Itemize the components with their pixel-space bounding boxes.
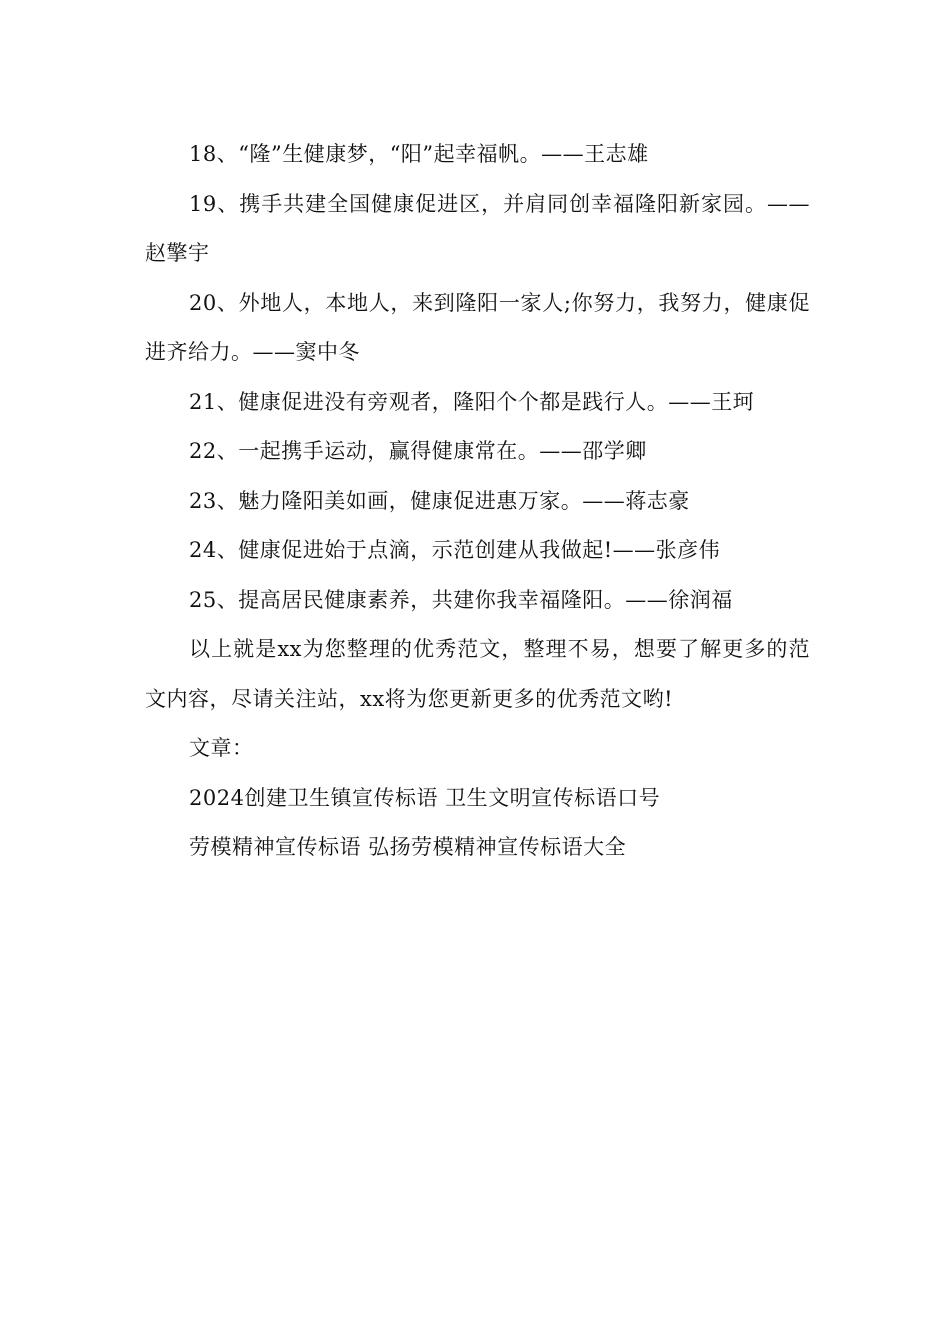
related-articles-heading: 文章：: [189, 736, 254, 760]
slogan-22: 22、一起携手运动，赢得健康常在。——邵学卿: [189, 439, 647, 463]
slogan-20: 20、外地人，本地人，来到隆阳一家人;你努力，我努力，健康促进齐给力。——窦中冬: [145, 290, 810, 364]
slogan-25: 25、提高居民健康素养，共建你我幸福隆阳。——徐润福: [189, 587, 733, 612]
slogan-23: 23、魅力隆阳美如画，健康促进惠万家。——蒋志豪: [189, 488, 690, 513]
slogan-18: 18、“隆”生健康梦，“阳”起幸福帆。——王志雄: [189, 142, 649, 166]
document-body: [145, 130, 810, 873]
related-article-link-2[interactable]: 劳模精神宣传标语 弘扬劳模精神宣传标语大全: [189, 835, 627, 859]
slogan-19: 19、携手共建全国健康促进区，并肩同创幸福隆阳新家园。——赵擎宇: [145, 191, 810, 265]
slogan-24: 24、健康促进始于点滴，示范创建从我做起!——张彦伟: [189, 538, 721, 562]
closing-note: 以上就是xx为您整理的优秀范文，整理不易，想要了解更多的范文内容，尽请关注站，xx将为您更新更多的优秀范文哟!: [145, 637, 810, 711]
slogan-21: 21、健康促进没有旁观者，隆阳个个都是践行人。——王珂: [189, 389, 755, 414]
related-article-link-1[interactable]: 2024创建卫生镇宣传标语 卫生文明宣传标语口号: [189, 785, 661, 810]
